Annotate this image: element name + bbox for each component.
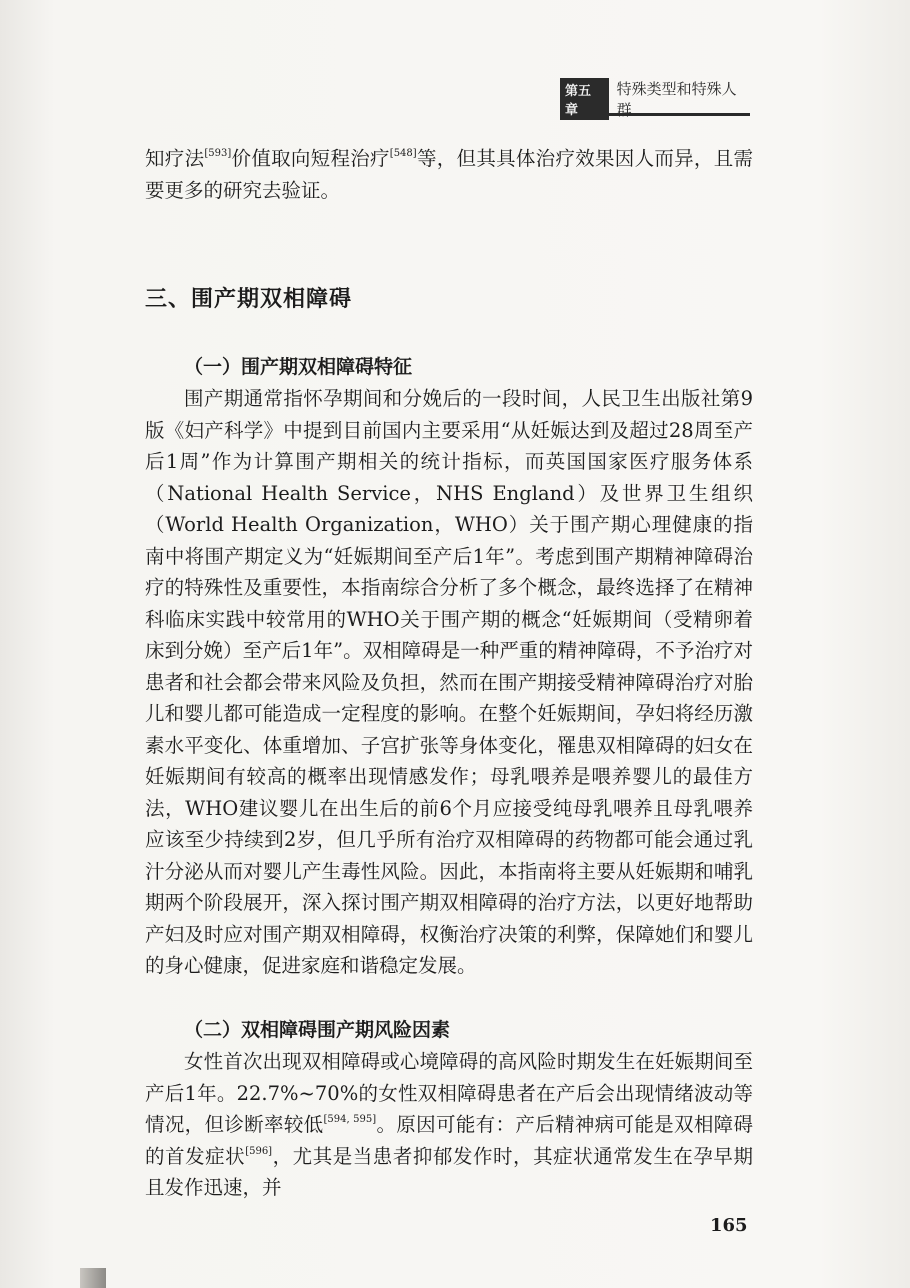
section-heading: 三、围产期双相障碍 [145, 287, 353, 312]
scan-edge-shadow [80, 1268, 106, 1288]
chapter-badge: 第五章 [560, 78, 609, 120]
citation-ref: [593] [204, 148, 232, 159]
chapter-title: 特殊类型和特殊人群 [616, 80, 737, 119]
intro-text-c: 等，但其具体治疗效果因人而异，且需要更多的研究去验证。 [145, 147, 753, 202]
intro-text-b: 价值取向短程治疗 [231, 147, 390, 170]
running-header [560, 80, 750, 119]
subsection-2 [145, 1015, 753, 1204]
subsection-1 [145, 352, 753, 982]
subsection-2-heading: （二）双相障碍围产期风险因素 [184, 1019, 451, 1041]
citation-ref: [548] [389, 148, 417, 159]
citation-ref: [596] [245, 1145, 273, 1157]
citation-ref: [594, 595] [323, 1114, 377, 1125]
intro-text-a: 知疗法 [145, 147, 205, 170]
intro-paragraph [145, 143, 753, 206]
page-number: 165 [710, 1215, 748, 1236]
subsection-2-paragraph [145, 1046, 753, 1204]
subsection-2-text-c: ，尤其是当患者抑郁发作时，其症状通常发生在孕早期且发作迅速，并 [145, 1144, 753, 1199]
subsection-2-text-a: 女性首次出现双相障碍或心境障碍的高风险时期发生在妊娠期间至产后1年。22.7%~70%的女性双相障碍患者在产后会出现情绪波动等情况，但诊断率较低 [145, 1050, 753, 1136]
intro-paragraph-block [145, 143, 753, 206]
subsection-1-paragraph: 围产期通常指怀孕期间和分娩后的一段时间，人民卫生出版社第9版《妇产科学》中提到目前国内主要采用“从妊娠达到及超过28周至产后1周”作为计算围产期相关的统计指标，而英国国家医疗服务体系（National Health Service，NHS England）及世界卫生组织（World Health Organization，WHO）关于围产期心理健康的指南中将围产期定义为“妊娠期间至产后1年”。考虑到围产期精神障碍治疗的特殊性及重要性，本指南综合分析了多个概念，最终选择了在精神科临床实践中较常用的WHO关于围产期的概念“妊娠期间（受精卵着床到分娩）至产后1年”。双相障碍是一种严重的精神障碍，不予治疗对患者和社会都会带来风险及负担，然而在围产期接受精神障碍治疗对胎儿和婴儿都可能造成一定程度的影响。在整个妊娠期间，孕妇将经历激素水平变化、体重增加、子宫扩张等身体变化，罹患双相障碍的妇女在妊娠期间有较高的概率出现情感发作；母乳喂养是喂养婴儿的最佳方法，WHO建议婴儿在出生后的前6个月应接受纯母乳喂养且母乳喂养应该至少持续到2岁，但几乎所有治疗双相障碍的药物都可能会通过乳汁分泌从而对婴儿产生毒性风险。因此，本指南将主要从妊娠期和哺乳期两个阶段展开，深入探讨围产期双相障碍的治疗方法，以更好地帮助产妇及时应对围产期双相障碍，权衡治疗决策的利弊，保障她们和婴儿的身心健康，促进家庭和谐稳定发展。 [145, 387, 753, 977]
subsection-2-text-b: 。原因可能有：产后精神病可能是双相障碍的首发症状 [145, 1113, 753, 1168]
subsection-1-heading: （一）围产期双相障碍特征 [184, 356, 413, 378]
